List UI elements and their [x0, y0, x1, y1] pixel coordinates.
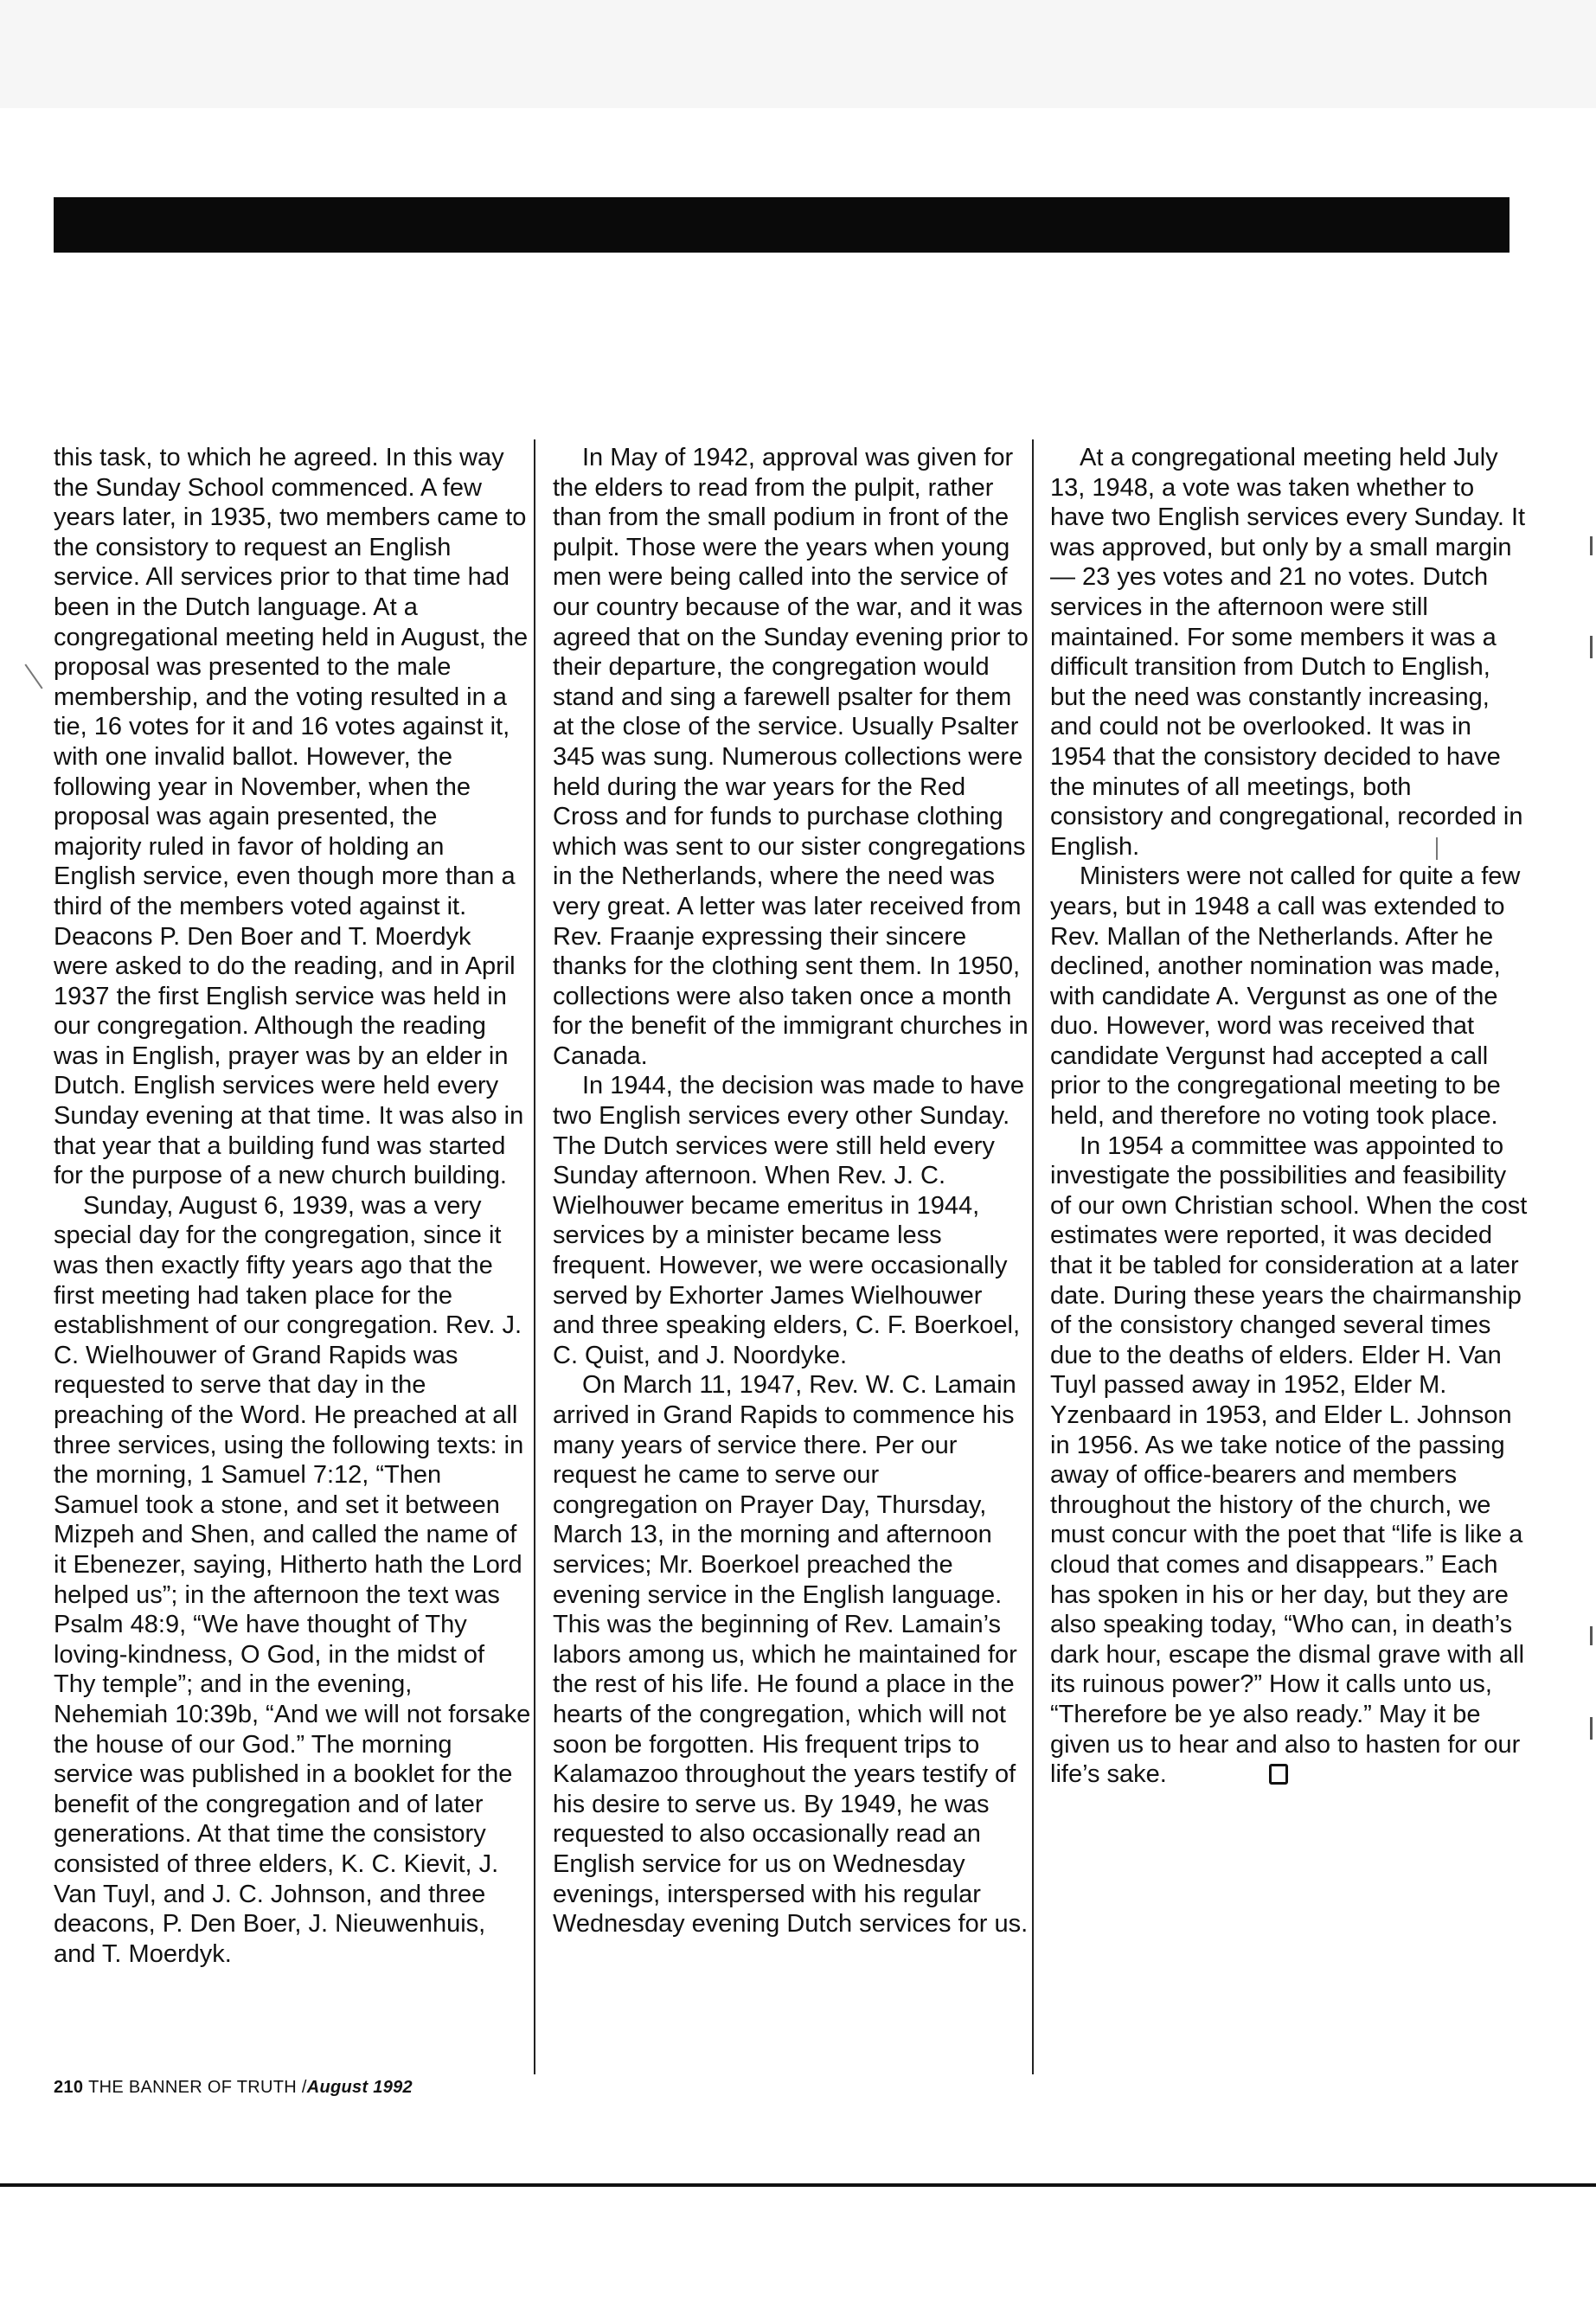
publication-name: THE BANNER OF TRUTH / [88, 2078, 307, 2097]
column-3-paragraph-3 [1050, 1131, 1528, 1790]
column-divider-1 [534, 439, 535, 2074]
scan-artifact [24, 664, 42, 689]
column-1-paragraph-2: Sunday, August 6, 1939, was a very special day for the congregation, since it was then exactly fifty years ago that the first meeting had taken place for the establishment of our congregation. Rev. J. C. Wielhouwer of Grand Rapids was requested to serve that day in the preaching of the Word. He preached at all three services, using the following texts: in the morning, 1 Samuel 7:12, “Then Samuel took a stone, and set it between Mizpeh and Shen, and called the name of it Ebenezer, saying, Hitherto hath the Lord helped us”; in the afternoon the text was Psalm 48:9, “We have thought of Thy loving-kindness, O God, in the midst of Thy temple”; and in the evening, Nehemiah 10:39b, “And we will not forsake the house of our God.” The morning service was published in a booklet for the benefit of the congregation and of later generations. At that time the consistory consisted of three elders, K. C. Kievit, J. Van Tuyl, and J. C. Johnson, and three deacons, P. Den Boer, J. Nieuwenhuis, and T. Moerdyk. [54, 1191, 531, 1968]
column-divider-2 [1032, 439, 1034, 2074]
end-of-article-icon [1269, 1764, 1288, 1785]
scan-artifact [1436, 837, 1438, 860]
column-3-paragraph-1: At a congregational meeting held July 13, 1948, a vote was taken whether to have two English services every Sunday. It was approved, but only by a small margin — 23 yes votes and 21 no votes. Dutch services in the afternoon were still maintained. For some members it was a difficult transition from Dutch to English, but the need was constantly increasing, and could not be overlooked. It was in 1954 that the consistory decided to have the minutes of all meetings, both consistory and congregational, recorded in English. [1050, 444, 1526, 861]
column-2-paragraph-2: In 1944, the decision was made to have two English services every other Sunday. The Dutch services were still held every Sunday afternoon. When Rev. J. C. Wielhouwer became emeritus in 1944, services by a minister became less frequent. However, we were occasionally served by Exhorter James Wielhouwer and three speaking elders, C. F. Boerkoel, C. Quist, and J. Noordyke. [553, 1072, 1025, 1369]
column-3-paragraph-3-text: In 1954 a committee was appointed to investigate the possibilities and feasibility of our own Christian school. When the cost estimates were reported, it was decided that it be tabled for consideration at a later date. During these years the chairmanship of the consistory changed several times due to the deaths of elders. Elder H. Van Tuyl passed away in 1952, Elder M. Yzenbaard in 1953, and Elder L. Johnson in 1956. As we take notice of the passing away of office-bearers and members throughout the history of the church, we must concur with the poet that “life is like a cloud that comes and disappears.” Each has spoken in his or her day, but they are also speaking today, “Who can, in death’s dark hour, escape the dismal grave with all its ruinous power?” How it calls unto us, “Therefore be ye also ready.” May it be given us to hear and also to hasten for our life’s sake. [1050, 1131, 1528, 1789]
issue-date: August 1992 [306, 2078, 413, 2097]
edge-scan-mark [1590, 1626, 1593, 1645]
page-footer [54, 2078, 413, 2098]
article-column-1 [54, 443, 531, 1969]
article-column-2 [553, 443, 1030, 1939]
page-number: 210 [54, 2078, 84, 2097]
edge-scan-mark [1590, 1717, 1593, 1740]
header-bar [54, 197, 1509, 253]
page-top-margin [0, 0, 1596, 108]
column-1-paragraph-1: this task, to which he agreed. In this way the Sunday School commenced. A few years later, in 1935, two members came to the consistory to request an English service. All services prior to that time had been in the Dutch language. At a congregational meeting held in August, the proposal was presented to the male membership, and the voting resulted in a tie, 16 votes for it and 16 votes against it, with one invalid ballot. However, the following year in November, when the proposal was again presented, the majority ruled in favor of holding an English service, even though more than a third of the members voted against it. Deacons P. Den Boer and T. Moerdyk were asked to do the reading, and in April 1937 the first English service was held in our congregation. Although the reading was in English, prayer was by an elder in Dutch. English services were held every Sunday evening at that time. It was also in that year that a building fund was started for the purpose of a new church building. [54, 444, 529, 1190]
article-column-3 [1050, 443, 1528, 1790]
edge-scan-mark [1590, 636, 1593, 658]
edge-scan-mark [1590, 536, 1593, 555]
column-2-paragraph-3: On March 11, 1947, Rev. W. C. Lamain arrived in Grand Rapids to commence his many years of service there. Per our request he came to serve our congregation on Prayer Day, Thursday, March 13, in the morning and afternoon services; Mr. Boerkoel preached the evening service in the English language. This was the beginning of Rev. Lamain’s labors among us, which he maintained for the rest of his life. He found a place in the hearts of the congregation, which will not soon be forgotten. His frequent trips to Kalamazoo throughout the years testify of his desire to serve us. By 1949, he was requested to also occasionally read an English service for us on Wednesday evenings, interspersed with his regular Wednesday evening Dutch services for us. [553, 1371, 1029, 1939]
bottom-rule [0, 2183, 1596, 2187]
column-2-paragraph-1: In May of 1942, approval was given for the elders to read from the pulpit, rather than from the small podium in front of the pulpit. Those were the years when young men were being called into the service of our country because of the war, and it was agreed that on the Sunday evening prior to their departure, the congregation would stand and sing a farewell psalter for them at the close of the service. Usually Psalter 345 was sung. Numerous collections were held during the war years for the Red Cross and for funds to purchase clothing which was sent to our sister congregations in the Netherlands, where the need was very great. A letter was later received from Rev. Fraanje expressing their sincere thanks for the clothing sent them. In 1950, collections were also taken once a month for the benefit of the immigrant churches in Canada. [553, 444, 1029, 1070]
column-3-paragraph-2: Ministers were not called for quite a few years, but in 1948 a call was extended to Rev. Mallan of the Netherlands. After he declined, another nomination was made, with candidate A. Vergunst as one of the duo. However, word was received that candidate Vergunst had accepted a call prior to the congregational meeting to be held, and therefore no voting took place. [1050, 862, 1521, 1131]
